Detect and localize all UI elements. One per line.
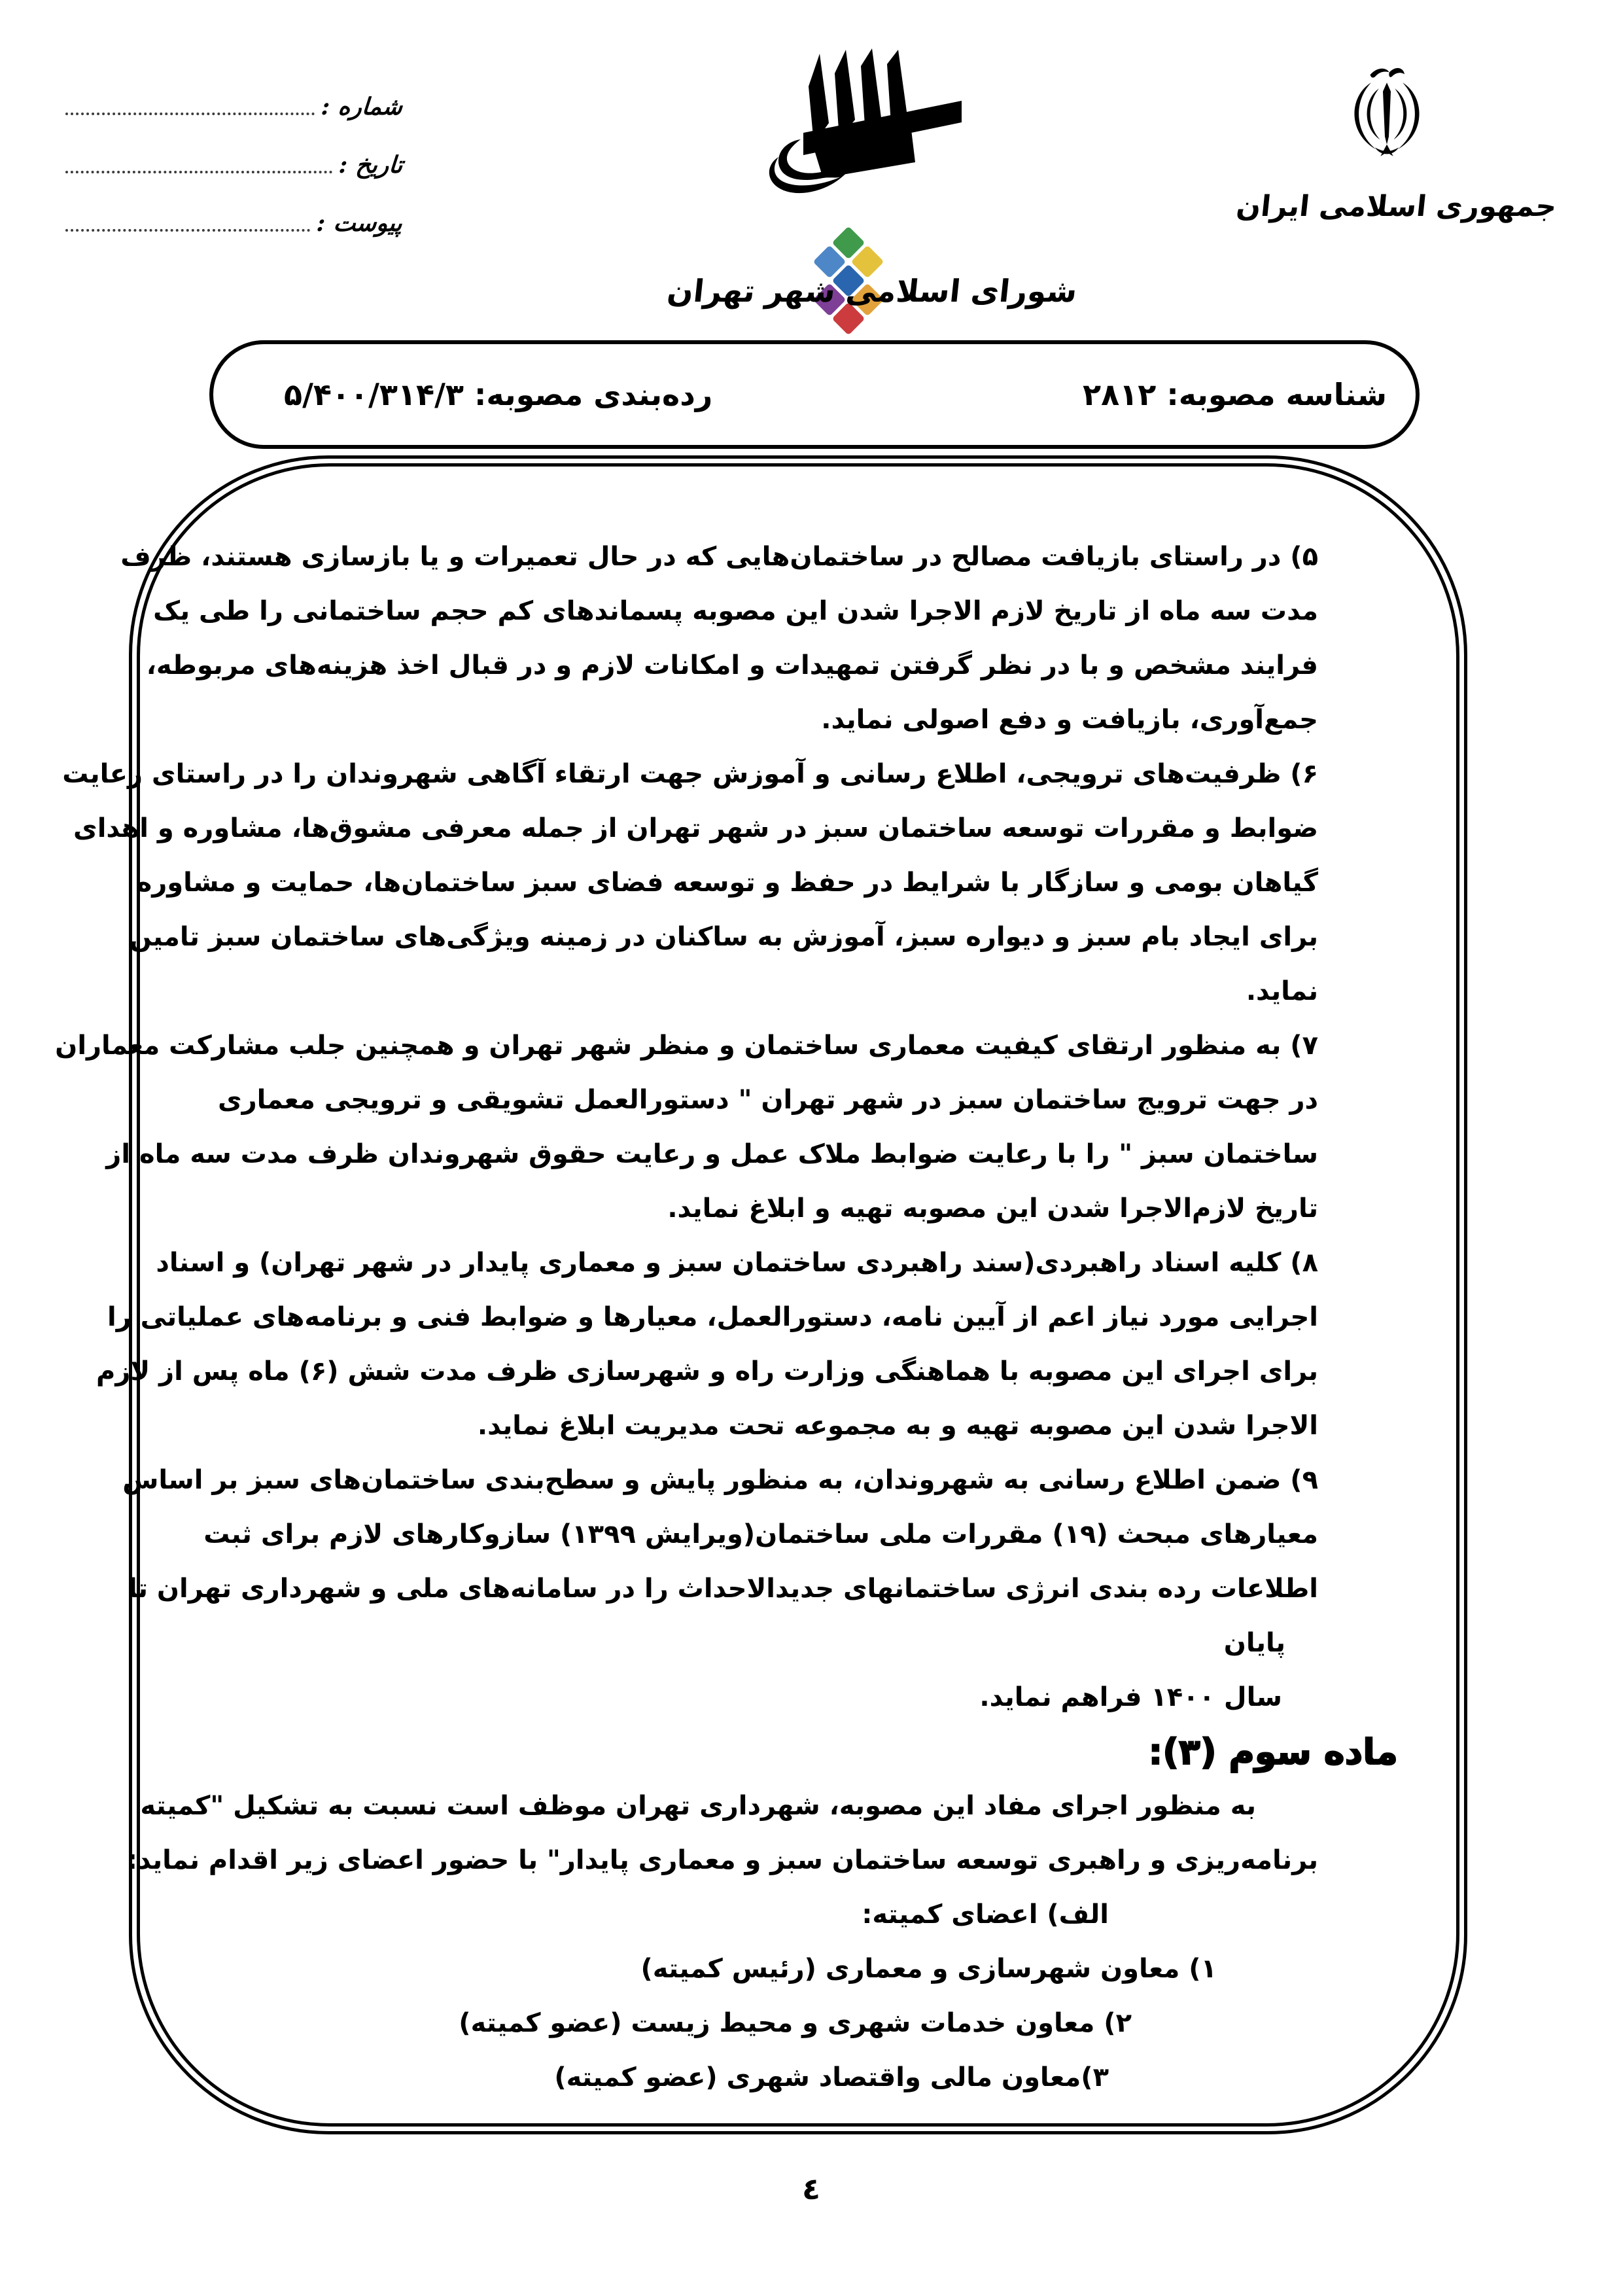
body-line: در جهت ترویج ساختمان سبز در شهر تهران " دستورالعمل تشویقی و ترویجی معماری: [217, 1085, 1318, 1115]
body-line: ۷) به منظور ارتقای کیفیت معماری ساختمان و منظر شهر تهران و همچنین جلب مشارکت معماران: [55, 1031, 1318, 1061]
field-row-date: [65, 142, 402, 179]
body-line: فرایند مشخص و با در نظر گرفتن تمهیدات و امکانات لازم و در قبال اخذ هزینه‌های مربوطه،: [146, 650, 1318, 680]
body-line: جمع‌آوری، بازیافت و دفع اصولی نماید.: [821, 705, 1318, 735]
body-line: ۲) معاون خدمات شهری و محیط زیست (عضو کمیته): [459, 2008, 1132, 2038]
body-line: مدت سه ماه از تاریخ لازم الاجرا شدن این مصوبه پسماندهای کم حجم ساختمانی را طی یک: [153, 596, 1318, 626]
resolution-class-label: رده‌بندی مصوبه:: [474, 377, 713, 412]
body-line: برای ایجاد بام سبز و دیواره سبز، آموزش به ساکنان در زمینه ویژگی‌های ساختمان سبز تامین: [129, 922, 1318, 952]
body-line: ۹) ضمن اطلاع رسانی به شهروندان، به منظور پایش و سطح‌بندی ساختمان‌های سبز بر اساس: [122, 1465, 1318, 1495]
body-line: ۳)معاون مالی واقتصاد شهری (عضو کمیته): [554, 2062, 1109, 2093]
emblem-caption: جمهوری اسلامی ایران: [1234, 190, 1558, 223]
council-logo-mark-icon: [746, 46, 962, 228]
body-line: ۶) ظرفیت‌های ترویجی، اطلاع رسانی و آموزش جهت ارتقاء آگاهی شهروندان را در راستای رعایت: [62, 759, 1318, 789]
body-line: ساختمان سبز " را با رعایت ضوابط ملاک عمل و رعایت حقوق شهروندان ظرف مدت سه ماه از: [106, 1139, 1318, 1169]
resolution-id: [1083, 377, 1387, 412]
attachment-field-label: پیوست :: [315, 209, 404, 237]
body-line: نماید.: [1246, 976, 1318, 1006]
body-line: سال ۱۴۰۰ فراهم نماید.: [979, 1682, 1282, 1712]
article-heading: ماده سوم (۳):: [1148, 1731, 1398, 1773]
body-line: ۱) معاون شهرسازی و معماری (رئیس کمیته): [640, 1954, 1217, 1984]
body-line: برنامه‌ریزی و راهبری توسعه ساختمان سبز و معماری پایدار" با حضور اعضای زیر اقدام نماید:: [127, 1845, 1318, 1875]
page-number: ٤: [801, 2171, 821, 2206]
date-dotted-line: [65, 171, 332, 173]
body-line: معیارهای مبحث (۱۹) مقررات ملی ساختمان(ویرایش ۱۳۹۹) سازوکارهای لازم برای ثبت: [203, 1519, 1318, 1549]
body-line: برای اجرای این مصوبه با هماهنگی وزارت راه و شهرسازی ظرف مدت شش (۶) ماه پس از لازم: [96, 1356, 1318, 1386]
field-row-number: [65, 84, 402, 120]
council-logo: [665, 46, 1079, 334]
body-line: ۵) در راستای بازیافت مصالح در ساختمان‌هایی که در حال تعمیرات و یا بازسازی هستند، ظرف: [120, 542, 1318, 572]
resolution-id-label: شناسه مصوبه:: [1166, 377, 1387, 412]
field-row-attachment: [65, 200, 402, 237]
number-dotted-line: [65, 113, 315, 115]
body-line: تاریخ لازم‌الاجرا شدن این مصوبه تهیه و ابلاغ نماید.: [667, 1193, 1318, 1224]
body-line: اطلاعات رده بندی انرژی ساختمانهای جدیدالاحداث را در سامانه‌های ملی و شهرداری تهران تا: [128, 1574, 1318, 1604]
resolution-id-value: ۲۸۱۲: [1083, 377, 1157, 412]
attachment-dotted-line: [65, 229, 310, 232]
resolution-header-bar: [209, 340, 1420, 449]
reference-fields: [65, 84, 402, 258]
body-line: گیاهان بومی و سازگار با شرایط در حفظ و توسعه فضای سبز ساختمان‌ها، حمایت و مشاوره: [136, 868, 1318, 898]
body-line: الف) اعضای کمیته:: [862, 1899, 1109, 1930]
resolution-class-value: ۵/۴۰۰/۳۱۴/۳: [284, 377, 464, 412]
number-field-label: شماره :: [320, 93, 404, 120]
body-line: پایان: [1223, 1628, 1285, 1658]
national-emblem: [1234, 56, 1558, 223]
body-line: الاجرا شدن این مصوبه تهیه و به مجموعه تحت مدیریت ابلاغ نماید.: [477, 1411, 1318, 1441]
date-field-label: تاریخ :: [338, 151, 404, 179]
body-line: ۸) کلیه اسناد راهبردی(سند راهبردی ساختمان سبز و معماری پایدار در شهر تهران) و اسناد: [156, 1248, 1318, 1278]
body-line: اجرایی مورد نیاز اعم از آیین نامه، دستورالعمل، معیارها و ضوابط فنی و برنامه‌های عملیاتی را: [107, 1302, 1318, 1332]
council-logo-title: شورای اسلامی شهر تهران: [665, 274, 1079, 309]
body-line: به منظور اجرای مفاد این مصوبه، شهرداری تهران موظف است نسبت به تشکیل "کمیته: [140, 1791, 1256, 1821]
document-body: [55, 530, 1398, 2105]
body-line: ضوابط و مقررات توسعه ساختمان سبز در شهر تهران از جمله معرفی مشوق‌ها، مشاوره و اهدای: [73, 813, 1318, 843]
resolution-classification: [284, 377, 712, 412]
iran-emblem-icon: [1338, 56, 1436, 173]
